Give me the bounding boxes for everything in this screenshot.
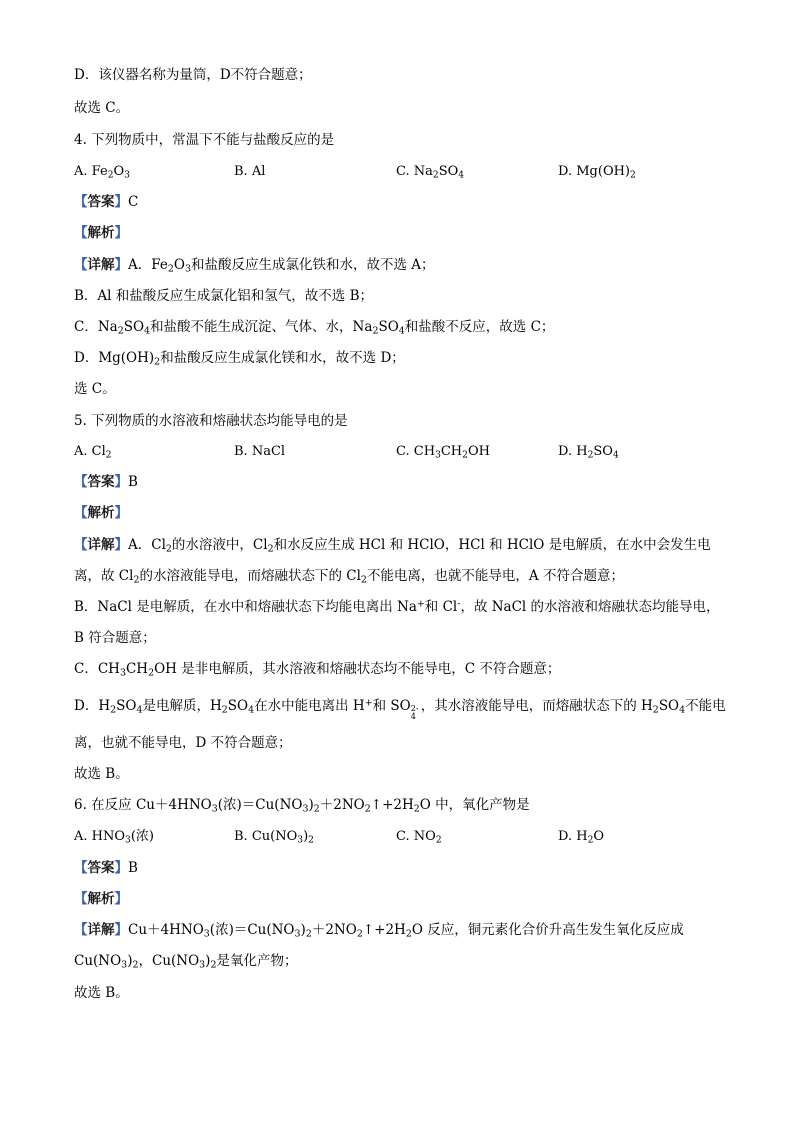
- q6-conclusion: 故选 B。: [74, 985, 129, 1001]
- q5-detail-5: C．$CH_3CH_2OH$ 是非电解质，其水溶液和熔融状态均不能导电，C 不符合题意；: [74, 661, 561, 679]
- question-4-stem: 4. 下列物质中，常温下不能与盐酸反应的是: [74, 132, 335, 148]
- question-6-stem: 6. 在反应 $Cu+4HNO_3$(浓)$=Cu(NO_3)_2+2NO_2↑+2H_2O$ 中，氧化产物是: [74, 797, 530, 815]
- q5-detail-6: D．$H_2SO_4$是电解质，$H_2SO_4$在水中能电离出 H+和 SO 2- 4 ，其水溶液能导电，而熔融状态下的 $H_2SO_4$不能电: [74, 697, 726, 721]
- q5-analysis-tag: 【解析】: [74, 505, 128, 521]
- q5-option-d: D. $H_2SO_4$: [558, 444, 619, 461]
- q6-option-c: C. $NO_2$: [396, 829, 442, 846]
- q6-option-a: A. $HNO_3$(浓): [74, 829, 154, 846]
- q5-option-c: C. $CH_3CH_2OH$: [396, 444, 490, 461]
- text-line: D．该仪器名称为量筒，D不符合题意；: [74, 67, 312, 83]
- q5-answer: 【答案】B: [74, 474, 138, 490]
- q4-detail-1: 【详解】A．$Fe_2O_3$和盐酸反应生成氯化铁和水，故不选 A；: [74, 257, 435, 275]
- q4-option-b: B. Al: [234, 164, 266, 179]
- q5-option-a: A. $Cl_2$: [74, 444, 112, 461]
- q5-detail-7: 离，也就不能导电，D 不符合题意；: [74, 735, 292, 751]
- q6-detail-1: 【详解】$Cu+4HNO_3$(浓)$=Cu(NO_3)_2+2NO_2↑+2H_2O$ 反应，铜元素化合价升高生发生氧化反应成: [74, 922, 684, 940]
- question-5-stem: 5. 下列物质的水溶液和熔融状态均能导电的是: [74, 413, 348, 429]
- q4-answer: 【答案】C: [74, 194, 139, 210]
- q6-option-b: B. $Cu(NO_3)_2$: [234, 829, 314, 846]
- q4-option-d: D. $Mg(OH)_2$: [558, 164, 636, 181]
- q4-conclusion: 选 C。: [74, 381, 116, 397]
- q6-detail-2: $Cu(NO_3)_2$，$Cu(NO_3)_2$是氧化产物；: [74, 953, 298, 971]
- q5-option-b: B. NaCl: [234, 444, 286, 459]
- q4-detail-3: C．$Na_2SO_4$和盐酸不能生成沉淀、气体、水，$Na_2SO_4$和盐酸不反应，故选 C；: [74, 319, 555, 337]
- q6-answer: 【答案】B: [74, 860, 138, 876]
- q5-detail-2: 离，故 $Cl_2$的水溶液能导电，而熔融状态下的 $Cl_2$不能电离，也就不能导电，A 不符合题意；: [74, 568, 624, 586]
- q5-detail-1: 【详解】A．$Cl_2$的水溶液中，$Cl_2$和水反应生成 HCl 和 HClO，HCl 和 HClO 是电解质，在水中会发生电: [74, 537, 711, 555]
- q4-option-c: C. $Na_2SO_4$: [396, 164, 465, 181]
- q5-detail-4: B 符合题意；: [74, 630, 156, 646]
- q6-analysis-tag: 【解析】: [74, 891, 128, 907]
- q6-option-d: D. $H_2O$: [558, 829, 605, 846]
- q5-conclusion: 故选 B。: [74, 766, 129, 782]
- q4-option-a: A. $Fe_2O_3$: [74, 164, 130, 181]
- q4-detail-4: D．$Mg(OH)_2$和盐酸反应生成氯化镁和水，故不选 D；: [74, 350, 405, 368]
- q4-analysis-tag: 【解析】: [74, 225, 128, 241]
- q5-detail-3: B．NaCl 是电解质，在水中和熔融状态下均能电离出 Na+和 Cl-，故 NaCl 的水溶液和熔融状态均能导电，: [74, 598, 720, 615]
- text-line: 故选 C。: [74, 100, 130, 116]
- q4-detail-2: B．Al 和盐酸反应生成氯化铝和氢气，故不选 B；: [74, 288, 373, 304]
